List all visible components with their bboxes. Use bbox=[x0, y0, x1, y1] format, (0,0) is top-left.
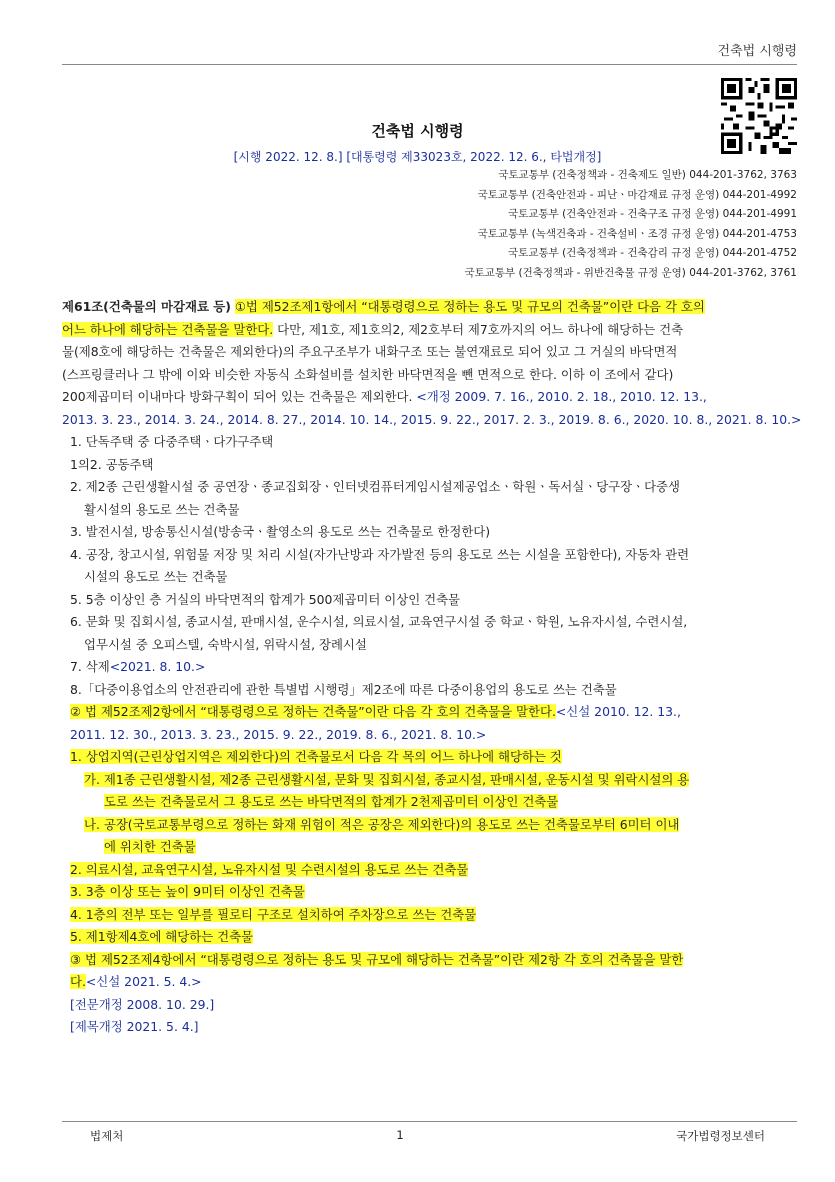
document-title: 건축법 시행령 bbox=[371, 122, 464, 140]
list-item: 3. 발전시설, 방송통신시설(방송국ㆍ촬영소의 용도로 쓰는 건축물로 한정한다) bbox=[70, 524, 491, 539]
amendment-note: <신설 2021. 5. 4.> bbox=[85, 974, 202, 989]
paragraph-text: 물(제8호에 해당하는 건축물은 제외한다)의 주요구조부가 내화구조 또는 불연재료로 되어 있고 그 거실의 바닥면적 bbox=[62, 344, 678, 359]
list-item: 1의2. 공동주택 bbox=[70, 456, 154, 472]
paragraph-3-highlight: ③ 법 제52조제4항에서 “대통령령으로 정하는 용도 및 규모에 해당하는 건축물”이란 제2항 각 호의 건축물을 말한 bbox=[70, 951, 684, 967]
sub-item-highlight: 5. 제1항제4호에 해당하는 건축물 bbox=[70, 929, 254, 944]
footer-divider bbox=[62, 1121, 797, 1122]
header-divider bbox=[62, 64, 797, 65]
list-item: 5. 5층 이상인 층 거실의 바닥면적의 합계가 500제곱미터 이상인 건축물 bbox=[70, 591, 461, 607]
sub-item-highlight: 2. 의료시설, 교육연구시설, 노유자시설 및 수련시설의 용도로 쓰는 건축물 bbox=[70, 861, 469, 877]
contact-line: 국토교통부 (건축안전과 - 피난ㆍ마감재료 규정 운영) 044-201-4992 bbox=[477, 188, 797, 201]
page-number: 1 bbox=[396, 1128, 404, 1142]
list-item: 1. 단독주택 중 다중주택ㆍ다가구주택 bbox=[70, 434, 274, 449]
list-item-cont: 활시설의 용도로 쓰는 건축물 bbox=[84, 501, 240, 517]
footer-source: 법제처 bbox=[90, 1129, 124, 1143]
list-item-cont: 시설의 용도로 쓰는 건축물 bbox=[84, 569, 228, 584]
contact-line: 국토교통부 (건축정책과 - 위반건축물 규정 운영) 044-201-3762, 3761 bbox=[464, 266, 797, 279]
article-body bbox=[62, 296, 802, 1039]
list-item-cont: 업무시설 중 오피스텔, 숙박시설, 위락시설, 장례시설 bbox=[84, 636, 367, 652]
amendment-note: 2013. 3. 23., 2014. 3. 24., 2014. 8. 27., 2014. 10. 14., 2015. 9. 22., 2017. 2. 3., 2019. 8. 6., 2020. 10. 8., 2021. 8. 10.> bbox=[62, 411, 802, 427]
footer-publisher: 국가법령정보센터 bbox=[676, 1129, 765, 1143]
amendment-note: <개정 2009. 7. 16., 2010. 2. 18., 2010. 12. 13., bbox=[416, 389, 707, 404]
document-meta: [시행 2022. 12. 8.] [대통령령 제33023호, 2022. 12. 6., 타법개정] bbox=[233, 150, 602, 164]
list-item: 2. 제2종 근린생활시설 중 공연장ㆍ종교집회장ㆍ인터넷컴퓨터게임시설제공업소ㆍ학원ㆍ독서실ㆍ당구장ㆍ다중생 bbox=[70, 479, 680, 494]
paragraph-2-highlight: ② 법 제52조제2항에서 “대통령령으로 정하는 건축물”이란 다음 각 호의 건축물을 말한다. bbox=[70, 704, 556, 719]
paragraph-1-highlight-end: 어느 하나에 해당하는 건축물을 말한다. bbox=[62, 321, 274, 337]
contact-list bbox=[197, 166, 797, 283]
sub-item-highlight: 3. 3층 이상 또는 높이 9미터 이상인 건축물 bbox=[70, 884, 305, 899]
list-item: 8.「다중이용업소의 안전관리에 관한 특별법 시행령」제2조에 따른 다중이용업의 용도로 쓰는 건축물 bbox=[70, 681, 617, 697]
contact-line: 국토교통부 (녹색건축과 - 건축설비ㆍ조경 규정 운영) 044-201-4753 bbox=[477, 227, 797, 240]
list-item: 7. 삭제 bbox=[70, 659, 110, 674]
contact-line: 국토교통부 (건축정책과 - 건축제도 일반) 044-201-3762, 3763 bbox=[498, 169, 797, 181]
paragraph-text: 다만, 제1호, 제1호의2, 제2호부터 제7호까지의 어느 하나에 해당하는 건축 bbox=[273, 321, 684, 337]
amendment-note: <신설 2010. 12. 13., bbox=[555, 704, 681, 719]
sub-item-highlight: 나. 공장(국토교통부령으로 정하는 화재 위험이 적은 공장은 제외한다)의 용도로 쓰는 건축물로부터 6미터 이내 bbox=[84, 816, 680, 832]
revision-note: [제목개정 2021. 5. 4.] bbox=[70, 1019, 199, 1034]
revision-note: [전문개정 2008. 10. 29.] bbox=[70, 996, 215, 1012]
sub-item-highlight: 가. 제1종 근린생활시설, 제2종 근린생활시설, 문화 및 집회시설, 종교시설, 판매시설, 운동시설 및 위락시설의 용 bbox=[84, 771, 690, 787]
paragraph-text: (스프링클러나 그 밖에 이와 비슷한 자동식 소화설비를 설치한 바닥면적을 뺀 면적으로 한다. 이하 이 조에서 같다) bbox=[62, 366, 674, 382]
qr-code bbox=[721, 78, 797, 154]
sub-item-highlight: 에 위치한 건축물 bbox=[104, 839, 196, 854]
paragraph-1-highlight: ①법 제52조제1항에서 “대통령령으로 정하는 용도 및 규모의 건축물”이란 다음 각 호의 bbox=[234, 299, 705, 314]
sub-item-highlight: 1. 상업지역(근린상업지역은 제외한다)의 건축물로서 다음 각 목의 어느 하나에 해당하는 것 bbox=[70, 749, 562, 764]
sub-item-highlight: 4. 1층의 전부 또는 일부를 필로티 구조로 설치하여 주차장으로 쓰는 건축물 bbox=[70, 906, 477, 922]
amendment-note: <2021. 8. 10.> bbox=[109, 659, 206, 674]
sub-item-highlight: 도로 쓰는 건축물로서 그 용도로 쓰는 바닥면적의 합계가 2천제곱미터 이상인 건축물 bbox=[104, 794, 559, 809]
paragraph-3-highlight-end: 다. bbox=[70, 974, 86, 989]
contact-line: 국토교통부 (건축안전과 - 건축구조 규정 운영) 044-201-4991 bbox=[508, 208, 797, 220]
header-title: 건축법 시행령 bbox=[717, 44, 797, 59]
list-item: 4. 공장, 창고시설, 위험물 저장 및 처리 시설(자가난방과 자가발전 등의 용도로 쓰는 시설을 포함한다), 자동차 관련 bbox=[70, 546, 690, 562]
article-heading: 제61조(건축물의 마감재료 등) bbox=[62, 299, 231, 314]
amendment-note: 2011. 12. 30., 2013. 3. 23., 2015. 9. 22., 2019. 8. 6., 2021. 8. 10.> bbox=[70, 726, 487, 742]
contact-line: 국토교통부 (건축정책과 - 건축감리 규정 운영) 044-201-4752 bbox=[508, 247, 797, 259]
list-item: 6. 문화 및 집회시설, 종교시설, 판매시설, 운수시설, 의료시설, 교육연구시설 중 학교ㆍ학원, 노유자시설, 수련시설, bbox=[70, 614, 688, 629]
paragraph-text: 200제곱미터 이내마다 방화구획이 되어 있는 건축물은 제외한다. bbox=[62, 389, 417, 404]
